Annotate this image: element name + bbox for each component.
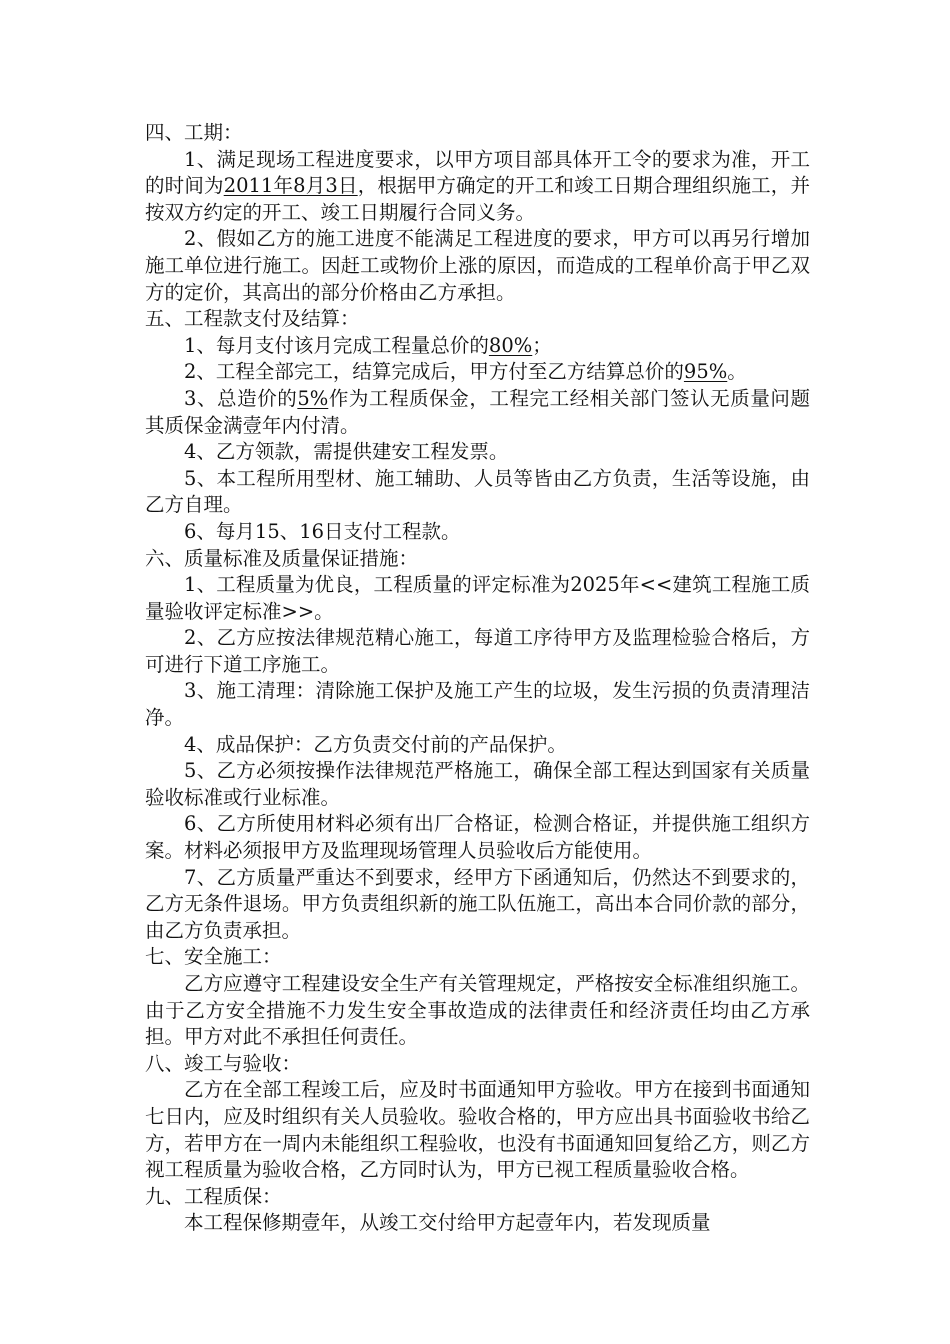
retention-rate: 5% [297, 386, 329, 410]
clause: 3、施工清理：清除施工保护及施工产生的垃圾，发生污损的负责清理洁净。 [145, 679, 810, 730]
section-safety [145, 944, 810, 1050]
clause [145, 333, 810, 360]
clause: 4、乙方领款，需提供建安工程发票。 [184, 440, 509, 464]
clause [145, 147, 810, 227]
clause-text: ； [532, 333, 552, 357]
clause: 4、成品保护：乙方负责交付前的产品保护。 [184, 732, 567, 756]
clause-text: 作为工程质保金，工程完工经相关部门签认无质量问题其质保金满壹年内付清。 [145, 386, 810, 437]
clause [145, 359, 810, 386]
clause-text: ，根据甲方确定的开工和竣工日期合理组织施工，并按双方约定的开工、竣工日期履行合同义务。 [145, 174, 810, 224]
clause: 本工程保修期壹年，从竣工交付给甲方起壹年内，若发现质量 [184, 1211, 711, 1235]
clause-text: 。 [727, 360, 747, 384]
section-heading: 八、竣工与验收： [145, 1051, 302, 1075]
section-schedule [145, 120, 810, 306]
document-page [145, 120, 810, 1237]
section-warranty [145, 1184, 810, 1237]
clause: 5、乙方必须按操作法律规范严格施工，确保全部工程达到国家有关质量验收标准或行业标准。 [145, 759, 810, 809]
section-quality [145, 546, 810, 945]
clause-text: 1、满足现场工程进度要求，以甲方项目部具体开工令的要求为准，开工的时间为 [145, 147, 810, 198]
settlement-payment-rate: 95% [683, 360, 728, 384]
section-heading: 五、工程款支付及结算： [145, 307, 360, 331]
clause-text: 2、工程全部完工，结算完成后，甲方付至乙方结算总价的 [184, 360, 684, 384]
section-payment [145, 306, 810, 545]
clause: 1、工程质量为优良，工程质量的评定标准为2025年<<建筑工程施工质量验收评定标准>>。 [145, 573, 810, 623]
start-date: 2011年8月3日 [223, 174, 358, 198]
clause: 2、假如乙方的施工进度不能满足工程进度的要求，甲方可以再另行增加施工单位进行施工。因赶工或物价上涨的原因，而造成的工程单价高于甲乙双方的定价，其高出的部分价格由乙方承担。 [145, 227, 810, 304]
clause-text: 3、总造价的 [184, 386, 298, 410]
clause: 5、本工程所用型材、施工辅助、人员等皆由乙方负责，生活等设施，由乙方自理。 [145, 466, 810, 517]
clause-text: 1、每月支付该月完成工程量总价的 [184, 333, 489, 357]
section-heading: 九、工程质保： [145, 1184, 282, 1208]
clause: 6、每月15、16日支付工程款。 [184, 519, 461, 543]
clause: 2、乙方应按法律规范精心施工，每道工序待甲方及监理检验合格后，方可进行下道工序施工。 [145, 626, 810, 676]
clause: 7、乙方质量严重达不到要求，经甲方下函通知后，仍然达不到要求的，乙方无条件退场。甲方负责组织新的施工队伍施工，高出本合同价款的部分，由乙方负责承担。 [145, 865, 810, 942]
clause: 乙方在全部工程竣工后，应及时书面通知甲方验收。甲方在接到书面通知七日内，应及时组织有关人员验收。验收合格的，甲方应出具书面验收书给乙方，若甲方在一周内未能组织工程验收，也没有书面通知回复给乙方，则乙方视工程质量为验收合格，乙方同时认为，甲方已视工程质量验收合格。 [145, 1078, 810, 1182]
section-heading: 四、工期： [145, 121, 243, 144]
clause: 6、乙方所使用材料必须有出厂合格证，检测合格证，并提供施工组织方案。材料必须报甲方及监理现场管理人员验收后方能使用。 [145, 812, 810, 863]
clause: 乙方应遵守工程建设安全生产有关管理规定，严格按安全标准组织施工。由于乙方安全措施不力发生安全事故造成的法律责任和经济责任均由乙方承担。甲方对此不承担任何责任。 [145, 972, 810, 1049]
section-acceptance [145, 1051, 810, 1184]
clause [145, 386, 810, 439]
section-heading: 七、安全施工： [145, 945, 282, 969]
section-heading: 六、质量标准及质量保证措施： [145, 546, 419, 570]
monthly-payment-rate: 80% [488, 333, 533, 357]
